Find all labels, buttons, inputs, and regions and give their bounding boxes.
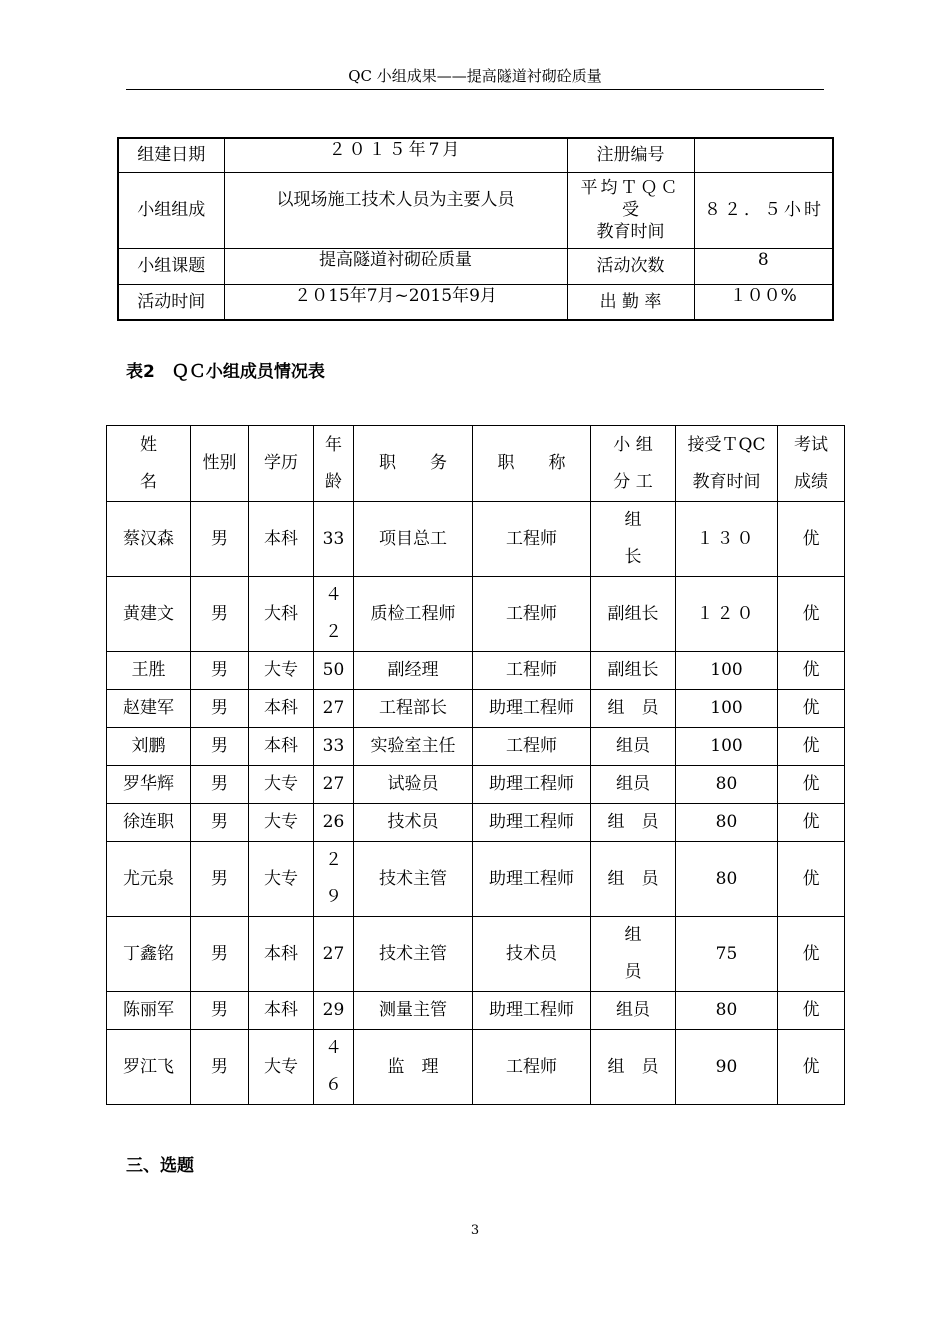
cell-position: 技术员 [354,804,473,842]
cell-education: 本科 [249,728,314,766]
table-row [107,804,845,842]
cell-name: 陈丽军 [107,992,191,1030]
info-label: 组建日期 [118,138,224,172]
cell-hours: 100 [676,652,778,690]
cell-education: 本科 [249,917,314,992]
info-value: ２０15年7月~2015年9月 [224,284,567,320]
info-label: 出 勤 率 [567,284,694,320]
cell-line: 长 [624,547,642,567]
cell-position: 实验室主任 [354,728,473,766]
header-line: 接受ＴQC [687,434,766,455]
cell-score: 优 [778,502,845,577]
cell-education: 大专 [249,1030,314,1105]
table-row [107,1030,845,1105]
cell-score: 优 [778,728,845,766]
info-value: 8 [694,248,833,284]
table-row [107,502,845,577]
header-role [591,426,676,502]
cell-hours: １２０ [676,577,778,652]
cell-score: 优 [778,917,845,992]
header-rule [126,89,824,90]
table-row [118,284,833,320]
cell-hours: 90 [676,1030,778,1105]
cell-name: 刘鹏 [107,728,191,766]
header-line: 分 工 [613,471,653,492]
cell-line: ９ [325,887,342,907]
cell-role: 组员 [591,766,676,804]
cell-age: 29 [314,992,354,1030]
cell-name: 赵建军 [107,690,191,728]
cell-title: 工程师 [473,502,591,577]
cell-name: 罗江飞 [107,1030,191,1105]
info-label: 小组课题 [118,248,224,284]
table-row [118,248,833,284]
header-age [314,426,354,502]
cell-name: 王胜 [107,652,191,690]
cell-line: ２ [325,622,342,642]
info-value: 提高隧道衬砌砼质量 [224,248,567,284]
cell-gender: 男 [191,728,249,766]
table-row [107,917,845,992]
cell-title: 工程师 [473,577,591,652]
cell-name: 徐连职 [107,804,191,842]
cell-position: 技术主管 [354,842,473,917]
cell-title: 工程师 [473,652,591,690]
cell-age: 33 [314,728,354,766]
info-label-line: 教育时间 [596,222,665,242]
cell-education: 大专 [249,842,314,917]
cell-position: 项目总工 [354,502,473,577]
cell-gender: 男 [191,992,249,1030]
cell-line: 组 [624,510,642,530]
header-position: 职 务 [354,426,473,502]
cell-age [314,1030,354,1105]
cell-role: 组 员 [591,1030,676,1105]
cell-role: 副组长 [591,652,676,690]
cell-age [314,577,354,652]
cell-gender: 男 [191,917,249,992]
cell-age: 27 [314,766,354,804]
table-row [107,577,845,652]
header-education: 学历 [249,426,314,502]
cell-role: 组员 [591,992,676,1030]
cell-line: 组 [624,925,642,945]
cell-position: 试验员 [354,766,473,804]
table-row [107,842,845,917]
page-header-title: QC 小组成果——提高隧道衬砌砼质量 [348,67,602,85]
cell-score: 优 [778,690,845,728]
cell-position: 测量主管 [354,992,473,1030]
cell-title: 助理工程师 [473,804,591,842]
header-line: 年 [325,434,342,455]
cell-role [591,917,676,992]
cell-title: 工程师 [473,1030,591,1105]
cell-position: 工程部长 [354,690,473,728]
cell-age: 27 [314,917,354,992]
header-training [676,426,778,502]
cell-hours: 100 [676,728,778,766]
header-line: 姓 [140,434,157,455]
cell-title: 助理工程师 [473,992,591,1030]
cell-age [314,842,354,917]
cell-education: 本科 [249,992,314,1030]
cell-line: 员 [624,962,642,982]
cell-name: 蔡汉森 [107,502,191,577]
cell-role: 组 员 [591,690,676,728]
header-line: 名 [140,471,157,492]
cell-role: 副组长 [591,577,676,652]
cell-education: 本科 [249,502,314,577]
header-title: 职 称 [473,426,591,502]
cell-score: 优 [778,1030,845,1105]
cell-age: 27 [314,690,354,728]
cell-hours: １３０ [676,502,778,577]
cell-gender: 男 [191,652,249,690]
info-value: ８２．５小时 [694,172,833,248]
header-score [778,426,845,502]
page-number: 3 [470,1223,480,1238]
cell-hours: 80 [676,842,778,917]
cell-score: 优 [778,804,845,842]
table-row [107,690,845,728]
cell-gender: 男 [191,577,249,652]
cell-title: 助理工程师 [473,690,591,728]
cell-age: 50 [314,652,354,690]
cell-gender: 男 [191,804,249,842]
table-row [118,172,833,248]
section-heading: 三、选题 [126,1156,194,1176]
cell-gender: 男 [191,842,249,917]
cell-title: 助理工程师 [473,766,591,804]
cell-position: 质检工程师 [354,577,473,652]
table-header-row [107,426,845,502]
cell-title: 助理工程师 [473,842,591,917]
cell-line: ４ [325,1038,342,1058]
cell-education: 大专 [249,652,314,690]
cell-score: 优 [778,652,845,690]
header-name [107,426,191,502]
cell-hours: 100 [676,690,778,728]
cell-age: 33 [314,502,354,577]
cell-name: 罗华辉 [107,766,191,804]
table-row [107,766,845,804]
header-line: 考试 [794,434,828,455]
cell-hours: 80 [676,766,778,804]
info-label: 活动次数 [567,248,694,284]
cell-line: ６ [325,1075,342,1095]
table-caption: 表2 ＱＣ小组成员情况表 [126,362,325,382]
cell-gender: 男 [191,1030,249,1105]
cell-name: 尤元泉 [107,842,191,917]
info-value: １００% [694,284,833,320]
info-label: 注册编号 [567,138,694,172]
table-row [118,138,833,172]
cell-education: 本科 [249,690,314,728]
cell-score: 优 [778,842,845,917]
header-line: 成绩 [794,471,828,492]
cell-position: 副经理 [354,652,473,690]
group-info-table [117,137,834,321]
cell-name: 丁鑫铭 [107,917,191,992]
header-line: 龄 [325,471,342,492]
info-label: 小组组成 [118,172,224,248]
cell-name: 黄建文 [107,577,191,652]
cell-role [591,502,676,577]
cell-gender: 男 [191,766,249,804]
cell-hours: 80 [676,992,778,1030]
info-value [694,138,833,172]
cell-role: 组 员 [591,842,676,917]
cell-score: 优 [778,577,845,652]
cell-education: 大专 [249,766,314,804]
cell-score: 优 [778,766,845,804]
header-gender: 性别 [191,426,249,502]
cell-position: 监 理 [354,1030,473,1105]
cell-gender: 男 [191,690,249,728]
header-line: 小 组 [613,434,653,455]
info-label: 活动时间 [118,284,224,320]
cell-hours: 80 [676,804,778,842]
cell-age: 26 [314,804,354,842]
info-label-line: 受 [622,200,639,220]
cell-role: 组员 [591,728,676,766]
table-row [107,992,845,1030]
cell-education: 大专 [249,804,314,842]
cell-title: 技术员 [473,917,591,992]
cell-line: ２ [325,850,342,870]
cell-gender: 男 [191,502,249,577]
table-row [107,652,845,690]
member-table [106,425,845,1105]
info-label [567,172,694,248]
cell-hours: 75 [676,917,778,992]
table-row [107,728,845,766]
info-label-line: 平均ＴＱＣ [580,178,681,198]
info-value: ２０１５年7月 [224,138,567,172]
cell-title: 工程师 [473,728,591,766]
cell-position: 技术主管 [354,917,473,992]
cell-role: 组 员 [591,804,676,842]
header-line: 教育时间 [692,471,761,492]
cell-education: 大科 [249,577,314,652]
cell-line: ４ [325,585,342,605]
cell-score: 优 [778,992,845,1030]
info-value: 以现场施工技术人员为主要人员 [224,172,567,248]
